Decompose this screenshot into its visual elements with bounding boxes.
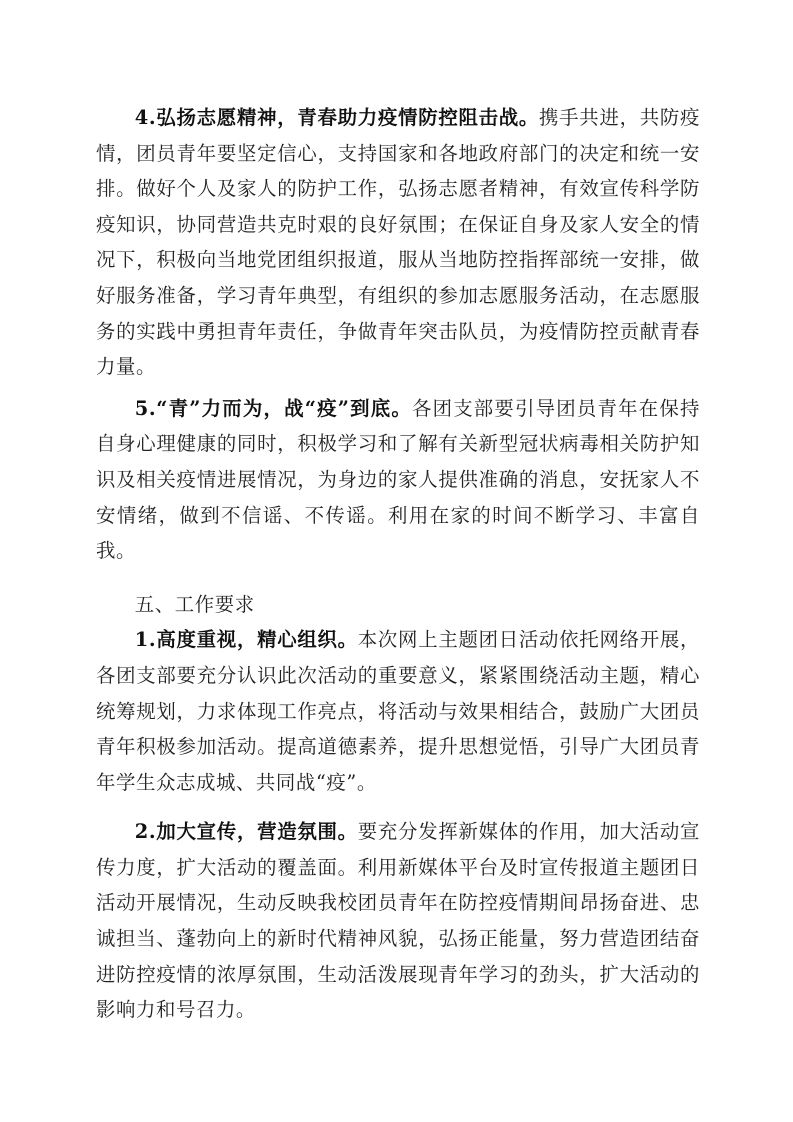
paragraph-section-5 <box>96 391 700 569</box>
document-body <box>96 100 700 1028</box>
paragraph-text: 要充分发挥新媒体的作用，加大活动宣传力度，扩大活动的覆盖面。利用新媒体平台及时宣传报道主题团日活动开展情况，生动反映我校团员青年在防控疫情期间昂扬奋进、忠诚担当、蓬勃向上的新时代精神风貌，弘扬正能量，努力营造团结奋进防控疫情的浓厚氛围，生动活泼展现青年学习的劲头，扩大活动的影响力和号召力。 <box>96 820 700 1022</box>
section-heading: 五、工作要求 <box>134 592 255 616</box>
paragraph-text: 各团支部要引导团员青年在保持自身心理健康的同时，积极学习和了解有关新型冠状病毒相关防护知识及相关疫情进展情况，为身边的家人提供准确的消息，安抚家人不安情绪，做到不信谣、不传谣。利用在家的时间不断学习、丰富自我。 <box>96 396 700 563</box>
paragraph-requirement-2 <box>96 814 700 1028</box>
paragraph-section-4 <box>96 100 700 385</box>
paragraph-requirement-1 <box>96 622 700 800</box>
paragraph-lead: 4.弘扬志愿精神，青春助力疫情防控阻击战。 <box>134 106 540 129</box>
paragraph-lead: 1.高度重视，精心组织。 <box>134 628 358 652</box>
paragraph-text: 本次网上主题团日活动依托网络开展，各团支部要充分认识此次活动的重要意义，紧紧围绕活动主题，精心统筹规划，力求体现工作亮点，将活动与效果相结合，鼓励广大团员青年积极参加活动。提高道德素养，提升思想觉悟，引导广大团员青年学生众志成城、共同战“疫”。 <box>96 628 700 794</box>
paragraph-lead: 5.“青”力而为，战“疫”到底。 <box>134 396 412 420</box>
paragraph-text: 携手共进，共防疫情，团员青年要坚定信心，支持国家和各地政府部门的决定和统一安排。做好个人及家人的防护工作，弘扬志愿者精神，有效宣传科学防疫知识，协同营造共克时艰的良好氛围；在保证自身及家人安全的情况下，积极向当地党团组织报道，服从当地防控指挥部统一安排，做好服务准备，学习青年典型，有组织的参加志愿服务活动，在志愿服务的实践中勇担青年责任，争做青年突击队员，为疫情防控贡献青春力量。 <box>96 106 700 379</box>
paragraph-lead: 2.加大宣传，营造氛围。 <box>134 820 358 844</box>
